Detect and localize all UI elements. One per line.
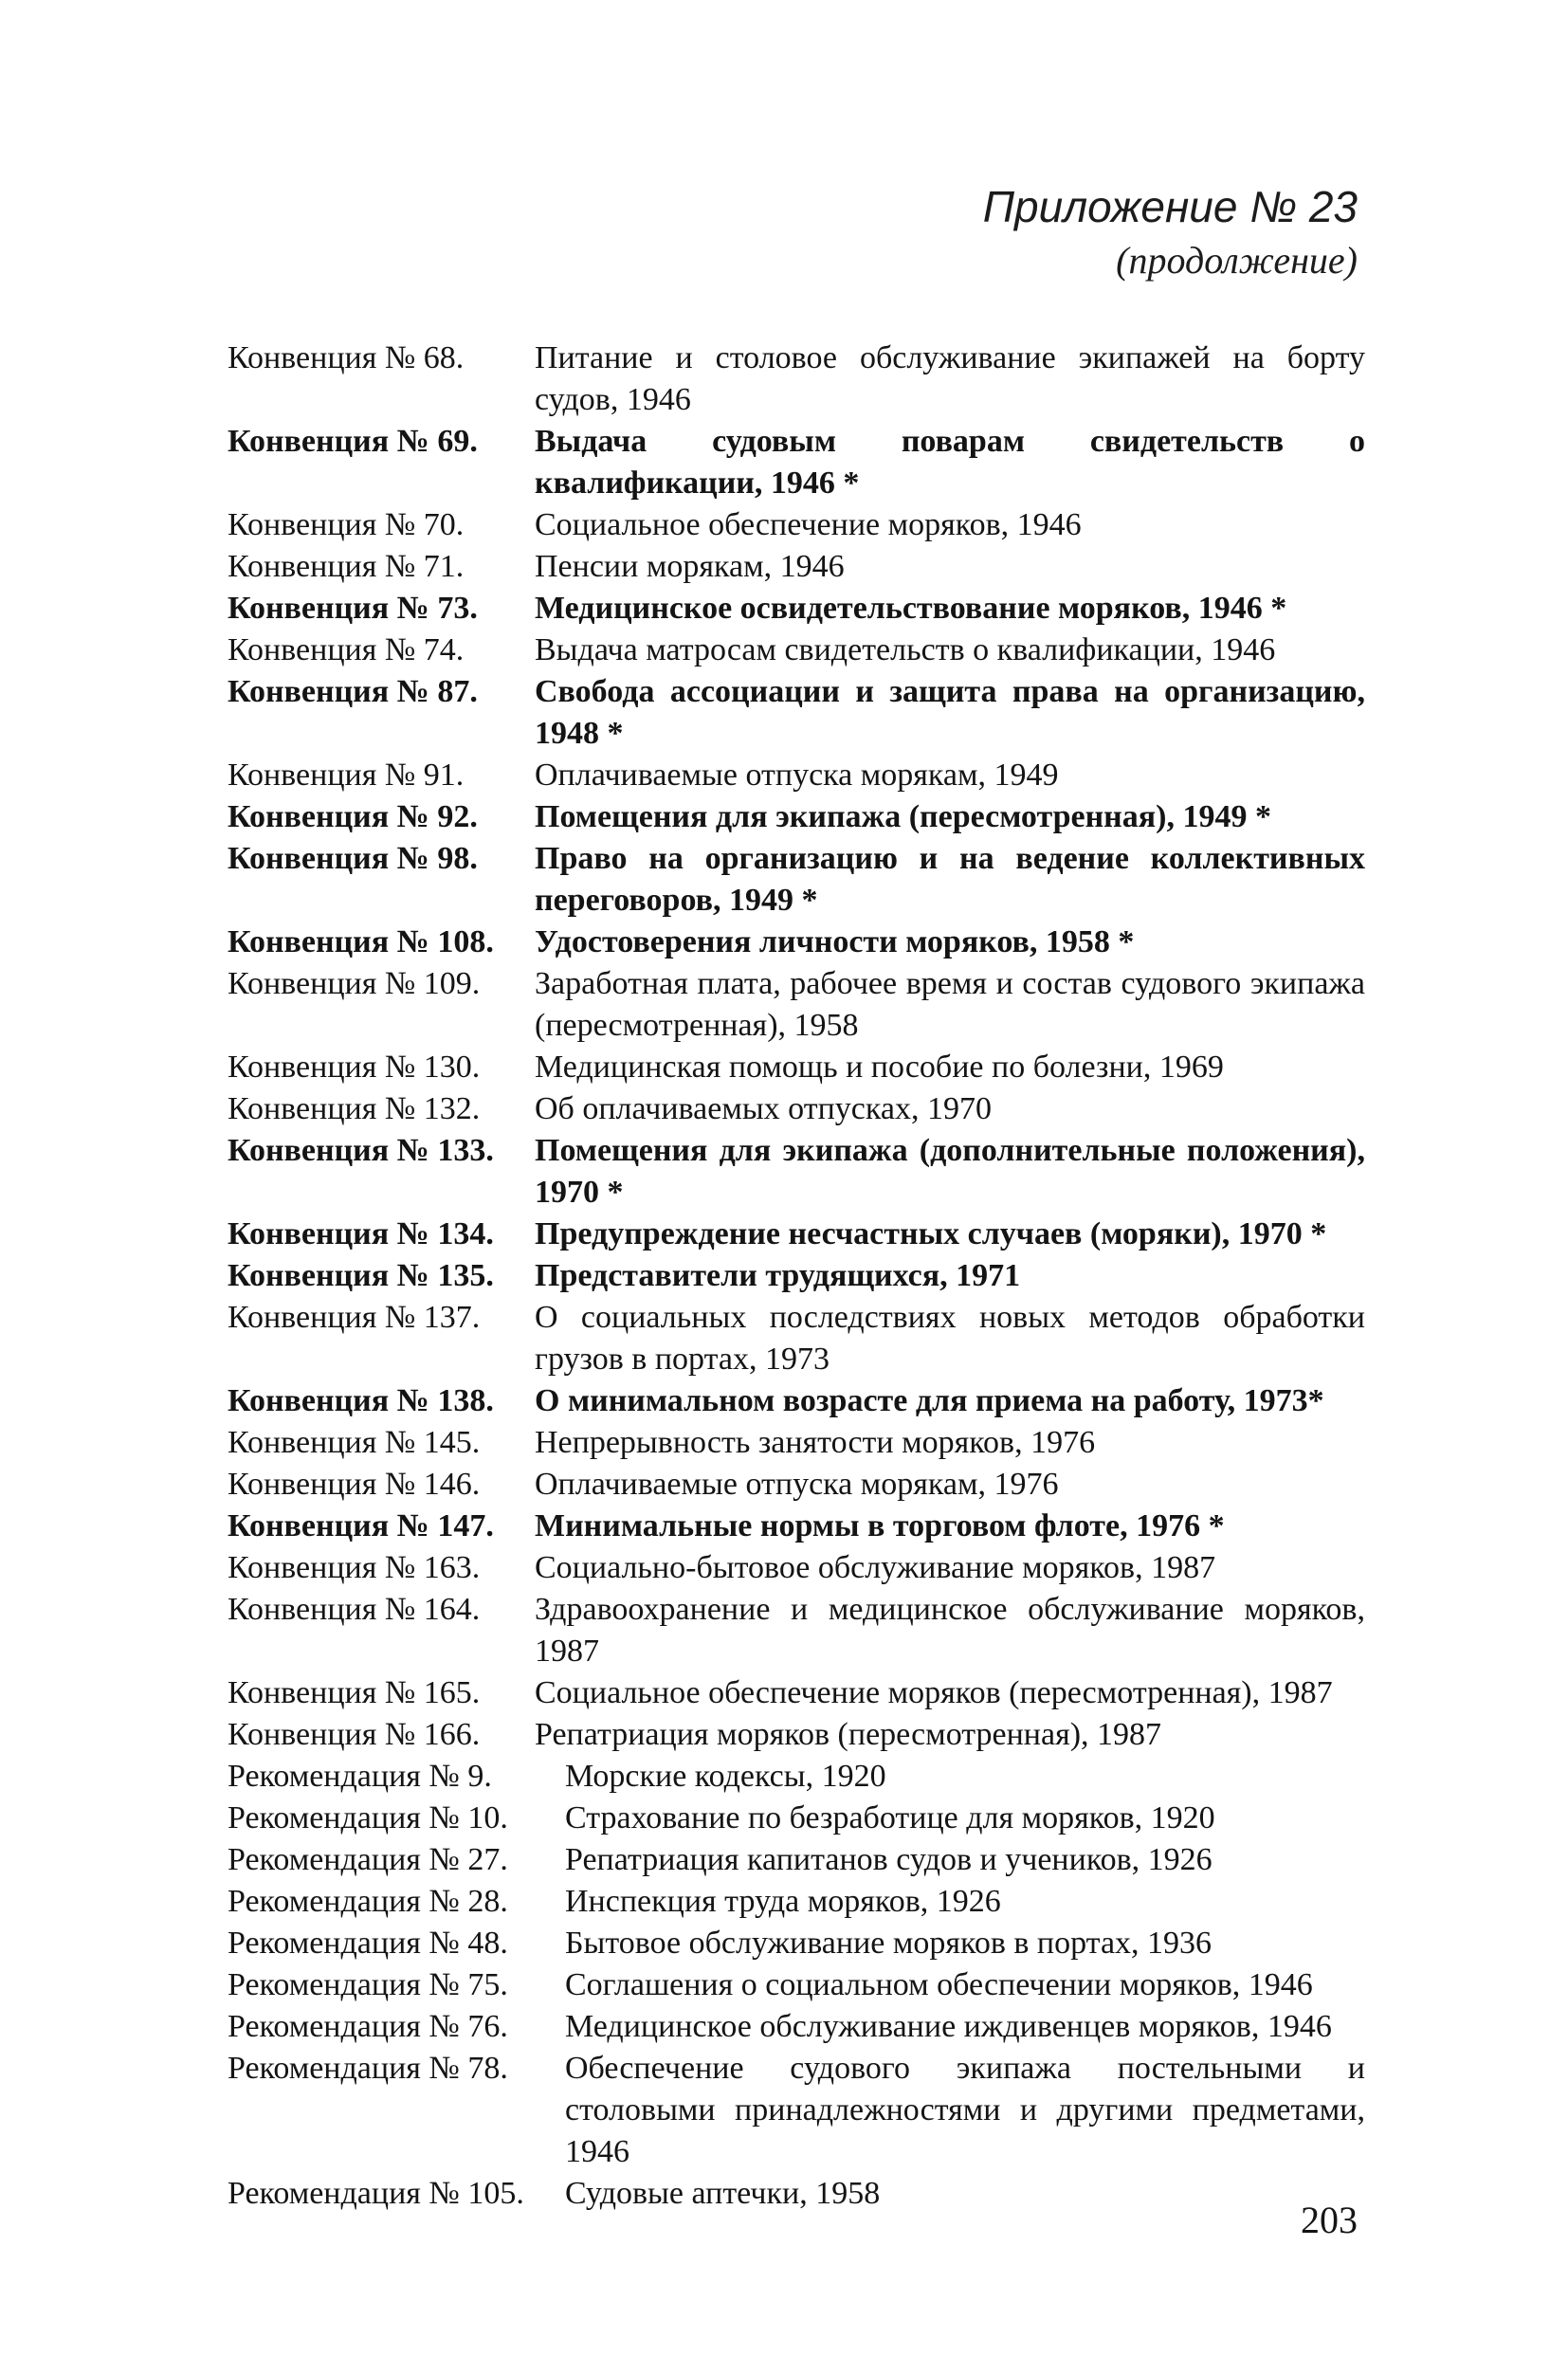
list-item [228,1506,1365,1547]
list-item [228,1088,1365,1130]
list-item [228,1714,1365,1756]
entry-text: О социальных последствиях новых методов обработки грузов в портах, 1973 [535,1300,1365,1377]
entry-label: Рекомендация № 78. [228,2051,508,2086]
entry-text: Оплачиваемые отпуска морякам, 1976 [535,1467,1059,1502]
entry-text: Медицинское освидетельствование моряков, 1946 * [535,591,1287,626]
entry-label: Конвенция № 134. [228,1216,494,1251]
entry-text: Обеспечение судового экипажа постельными и столовыми принадлежностями и другими предметами, 1946 [565,2051,1365,2169]
entry-text: Питание и столовое обслуживание экипажей на борту судов, 1946 [535,340,1365,417]
entry-text: Судовые аптечки, 1958 [565,2176,881,2211]
list-item [228,671,1365,755]
entry-text: Социально-бытовое обслуживание моряков, 1987 [535,1550,1216,1585]
entry-label: Рекомендация № 75. [228,1967,508,2002]
entry-text: Об оплачиваемых отпусках, 1970 [535,1091,992,1126]
entry-label: Рекомендация № 9. [228,1759,492,1794]
entry-text: Выдача матросам свидетельств о квалификации, 1946 [535,632,1276,667]
list-item [228,1547,1365,1589]
entry-text: Инспекция труда моряков, 1926 [565,1884,1001,1919]
entry-text: Социальное обеспечение моряков (пересмотренная), 1987 [535,1675,1333,1710]
entry-text: Представители трудящихся, 1971 [535,1258,1021,1293]
list-item [228,1798,1365,1839]
page-number: 203 [1301,2199,1358,2241]
list-item [228,922,1365,963]
list-item [228,338,1365,421]
list-item [228,1130,1365,1214]
entry-text: Соглашения о социальном обеспечении моряков, 1946 [565,1967,1313,2002]
list-item [228,1297,1365,1380]
entry-text: Предупреждение несчастных случаев (моряки), 1970 * [535,1216,1327,1251]
list-item [228,1881,1365,1923]
page-header [983,180,1358,288]
list-item [228,421,1365,504]
entry-label: Рекомендация № 48. [228,1926,508,1961]
entry-text: Пенсии морякам, 1946 [535,549,845,584]
list-item [228,504,1365,546]
entry-label: Конвенция № 147. [228,1508,494,1543]
entry-label: Рекомендация № 10. [228,1800,508,1835]
list-item [228,1464,1365,1506]
list-item [228,2006,1365,2048]
list-item [228,1839,1365,1881]
entry-label: Конвенция № 137. [228,1300,481,1335]
list-item [228,588,1365,630]
entry-label: Конвенция № 163. [228,1550,481,1585]
entry-text: Медицинская помощь и пособие по болезни, 1969 [535,1050,1224,1085]
entry-text: Бытовое обслуживание моряков в портах, 1936 [565,1926,1212,1961]
entry-label: Конвенция № 109. [228,966,481,1001]
entry-text: Социальное обеспечение моряков, 1946 [535,507,1082,542]
entry-label: Конвенция № 91. [228,758,465,793]
appendix-subtitle: (продолжение) [1116,239,1358,282]
entry-text: Минимальные нормы в торговом флоте, 1976 * [535,1508,1225,1543]
entry-text: Медицинское обслуживание иждивенцев моряков, 1946 [565,2009,1332,2044]
list-item [228,755,1365,796]
list-item [228,1047,1365,1088]
entry-label: Конвенция № 138. [228,1383,494,1418]
entry-text: Помещения для экипажа (пересмотренная), 1949 * [535,799,1271,834]
appendix-title: Приложение № 23 [982,182,1358,231]
entry-text: Морские кодексы, 1920 [565,1759,886,1794]
entry-label: Конвенция № 132. [228,1091,481,1126]
entry-label: Конвенция № 73. [228,591,478,626]
entry-text: Удостоверения личности моряков, 1958 * [535,924,1135,959]
list-item [228,1214,1365,1255]
entry-label: Конвенция № 166. [228,1717,481,1752]
list-item [228,1589,1365,1672]
list-item [228,1964,1365,2006]
entry-text: Страхование по безработице для моряков, 1920 [565,1800,1215,1835]
entry-text: Право на организацию и на ведение коллективных переговоров, 1949 * [535,841,1365,918]
list-item [228,1672,1365,1714]
entry-text: Репатриация моряков (пересмотренная), 1987 [535,1717,1162,1752]
list-item [228,1255,1365,1297]
list-item [228,546,1365,588]
entry-text: О минимальном возрасте для приема на работу, 1973* [535,1383,1324,1418]
entry-text: Выдача судовым поварам свидетельств о квалификации, 1946 * [535,424,1365,501]
entry-label: Конвенция № 164. [228,1592,481,1627]
entry-label: Конвенция № 69. [228,424,478,459]
entry-label: Конвенция № 98. [228,841,478,876]
entry-text: Свобода ассоциации и защита права на организацию, 1948 * [535,674,1365,751]
entry-text: Заработная плата, рабочее время и состав судового экипажа (пересмотренная), 1958 [535,966,1365,1043]
instruments-list [228,338,1365,2215]
entry-label: Конвенция № 146. [228,1467,481,1502]
list-item [228,1380,1365,1422]
list-item [228,838,1365,922]
entry-label: Конвенция № 135. [228,1258,494,1293]
entry-label: Конвенция № 92. [228,799,478,834]
entry-label: Рекомендация № 76. [228,2009,508,2044]
list-item [228,2173,1365,2215]
list-item [228,1756,1365,1798]
entry-label: Конвенция № 133. [228,1133,494,1168]
list-item [228,630,1365,671]
entry-label: Конвенция № 71. [228,549,465,584]
list-item [228,2048,1365,2173]
entry-label: Рекомендация № 105. [228,2176,524,2211]
entry-text: Оплачиваемые отпуска морякам, 1949 [535,758,1059,793]
entry-label: Конвенция № 68. [228,340,465,375]
entry-label: Конвенция № 145. [228,1425,481,1460]
entry-label: Рекомендация № 28. [228,1884,508,1919]
list-item [228,1422,1365,1464]
entry-label: Конвенция № 130. [228,1050,481,1085]
entry-label: Рекомендация № 27. [228,1842,508,1877]
entry-text: Репатриация капитанов судов и учеников, 1926 [565,1842,1212,1877]
entry-text: Непрерывность занятости моряков, 1976 [535,1425,1096,1460]
entry-text: Здравоохранение и медицинское обслуживание моряков, 1987 [535,1592,1365,1669]
list-item [228,796,1365,838]
entry-text: Помещения для экипажа (дополнительные положения), 1970 * [535,1133,1365,1210]
entry-label: Конвенция № 87. [228,674,478,709]
list-item [228,1923,1365,1964]
entry-label: Конвенция № 108. [228,924,494,959]
list-item [228,963,1365,1047]
entry-label: Конвенция № 165. [228,1675,481,1710]
entry-label: Конвенция № 74. [228,632,465,667]
entry-label: Конвенция № 70. [228,507,465,542]
